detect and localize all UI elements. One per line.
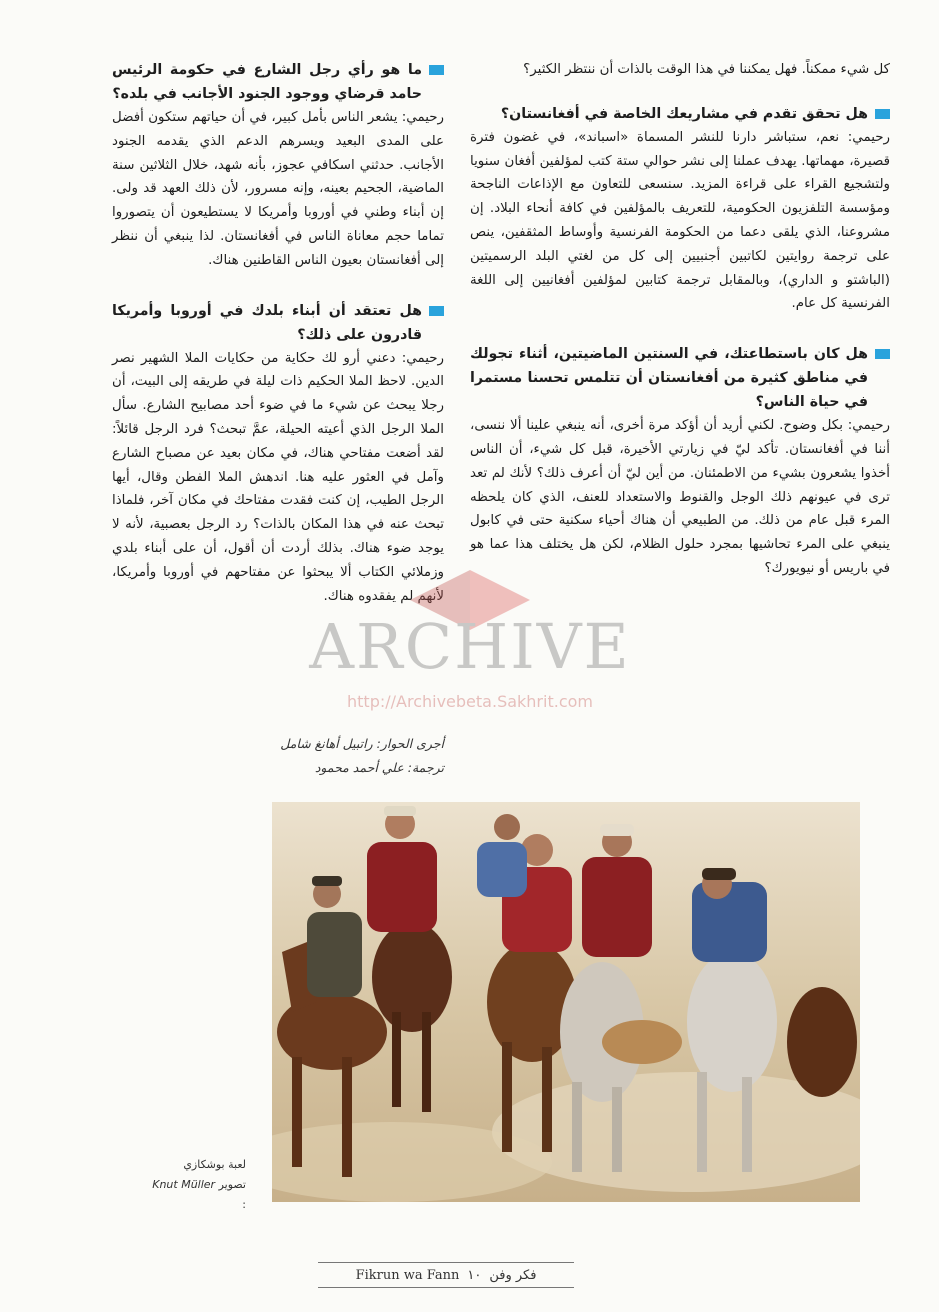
- buzkashi-illustration: [272, 802, 860, 1202]
- interviewer-credit: أجرى الحوار: راتبيل أهانغ شامل: [280, 736, 444, 751]
- right-column: [470, 58, 890, 607]
- question-text: ما هو رأي رجل الشارع في حكومة الرئيس حامد قرضاي ووجود الجنود الأجانب في بلده؟: [112, 62, 422, 102]
- page-number: ١٠: [467, 1267, 482, 1283]
- photo-credit-name: Knut Müller: [152, 1178, 216, 1191]
- answer-paragraph: رحيمي: دعني أرو لك حكاية من حكايات الملا الشهير نصر الدين. لاحظ الملا الحكيم ذات ليلة في طريقه إلى البيت، أن رجلا يبحث عن شيء ما في ضوء أحد مصابيح الشارع. سأل الملا الرجل الذي أعيته الحيلة، عمَّ تبحث؟ فرد الرجل قائلاً: لقد أضعت مفتاحي هناك، في مكان بعيد عن مصباح الشارع وآمل في العثور عليه هنا. اندهش الملا الفطن وقال، أيها الرجل الطيب، إن كنت فقدت مفتاحك في مكان آخر، فلماذا تبحث عنه في هذا المكان بالذات؟ رد الرجل بعصبية، لأنه لا يوجد ضوء هناك. بذلك أردت أن أقول، أن على أبناء بلدي وزملائي الكتاب ألا يبحثوا عن مفتاحهم في أوروبا وأمريكا، لأنهم لم يفقدوه هناك.: [112, 350, 444, 604]
- watermark-text: ARCHIVE: [309, 610, 631, 683]
- left-column: [112, 58, 444, 634]
- continued-paragraph: كل شيء ممكناً. فهل يمكننا في هذا الوقت بالذات أن ننتظر الكثير؟: [523, 62, 890, 77]
- question-marker-icon: [429, 65, 444, 75]
- question-heading: [112, 58, 444, 106]
- answer-paragraph: رحيمي: بكل وضوح. لكني أريد أن أؤكد مرة أخرى، أنه ينبغي علينا ألا ننسى، أننا في أفغانستان. تأكد ليّ في زيارتي الأخيرة، قبل كل شيء، أن الناس أخذوا يشعرون بشيء من الاطمئنان. من أين ليّ أن أعرف ذلك؟ لأنك لم تعد ترى في عيونهم ذلك الوجل والقنوط والاستعداد للعنف، الذي كان يلحظه المرء قبل عام من ذلك. من الطبيعي أن هناك أحياء سكنية حتى في كابول ينبغي على المرء تحاشيها بمجرد حلول الظلام، لكن هل يختلف هذا عما هو في باريس أو نيويورك؟: [470, 418, 890, 576]
- page-footer: [318, 1262, 574, 1288]
- photo-credit: [150, 1175, 246, 1215]
- photo-credit-label: تصوير :: [218, 1178, 246, 1211]
- magazine-name-en: Fikrun wa Fann: [355, 1267, 460, 1283]
- buzkashi-photo: [272, 802, 860, 1202]
- question-marker-icon: [875, 109, 890, 119]
- question-text: هل كان باستطاعتك، في السنتين الماضيتين، أثناء تجولك في مناطق كثيرة من أفغانستان أن تتلمس تحسنا مستمرا في حياة الناس؟: [470, 346, 868, 411]
- question-marker-icon: [429, 306, 444, 316]
- photo-caption: [150, 1155, 246, 1215]
- question-marker-icon: [875, 349, 890, 359]
- watermark-url: http://Archivebeta.Sakhrit.com: [347, 692, 593, 711]
- question-heading: [470, 342, 890, 414]
- question-text: هل تعتقد أن أبناء بلدك في أوروبا وأمريكا قادرون على ذلك؟: [112, 302, 422, 343]
- interview-credits: [250, 732, 444, 780]
- translator-credit: ترجمة: علي أحمد محمود: [314, 760, 444, 775]
- question-heading: [470, 102, 890, 126]
- magazine-name-ar: فكر وفن: [489, 1267, 537, 1283]
- caption-text: لعبة بوشكازي: [183, 1158, 246, 1171]
- answer-paragraph: رحيمي: نعم، ستباشر دارنا للنشر المسماة «اسباند»، في غضون فترة قصيرة، مهماتها. يهدف عملنا إلى نشر حوالي ستة كتب لمؤلفين أفغان سنويا ولتشجيع القراء على قراءة المزيد. سنسعى للتعاون مع الإذاعات الناجحة ومؤسسة التلفزيون الحكومية، للتعريف بالمؤلفين في كافة أنحاء البلاد. إن مشروعنا، الذي يلقى دعما من الحكومة الفرنسية وأوساط المثقفين، ينص على ترجمة روايتين لكاتبين أجنبيين إلى كل من لغتي البلد الرسميتين (الباشتو و الداري)، وبالمقابل ترجمة كتابين لمؤلفين أفغانيين إلى اللغة الفرنسية كل عام.: [470, 129, 890, 312]
- question-text: هل تحقق تقدم في مشاريعك الخاصة في أفغانستان؟: [500, 105, 868, 122]
- answer-paragraph: رحيمي: يشعر الناس بأمل كبير، في أن حياتهم ستكون أفضل على المدى البعيد ويسرهم الدعم الذي يقدمه الجنود الأجانب. حدثني اسكافي عجوز، بأنه شهد، خلال الثلاثين سنة الماضية، الجحيم بعينه، وإنه مسرور، لأن ذلك العهد قد ولى. إن أبناء وطني في أوروبا وأمريكا لا يستطيعون أن يتصوروا تماما حجم معاناة الناس في أفغانستان. لذا ينبغي أن ننظر إلى أفغانستان بعيون الناس القاطنين هناك.: [112, 110, 444, 268]
- question-heading: [112, 299, 444, 347]
